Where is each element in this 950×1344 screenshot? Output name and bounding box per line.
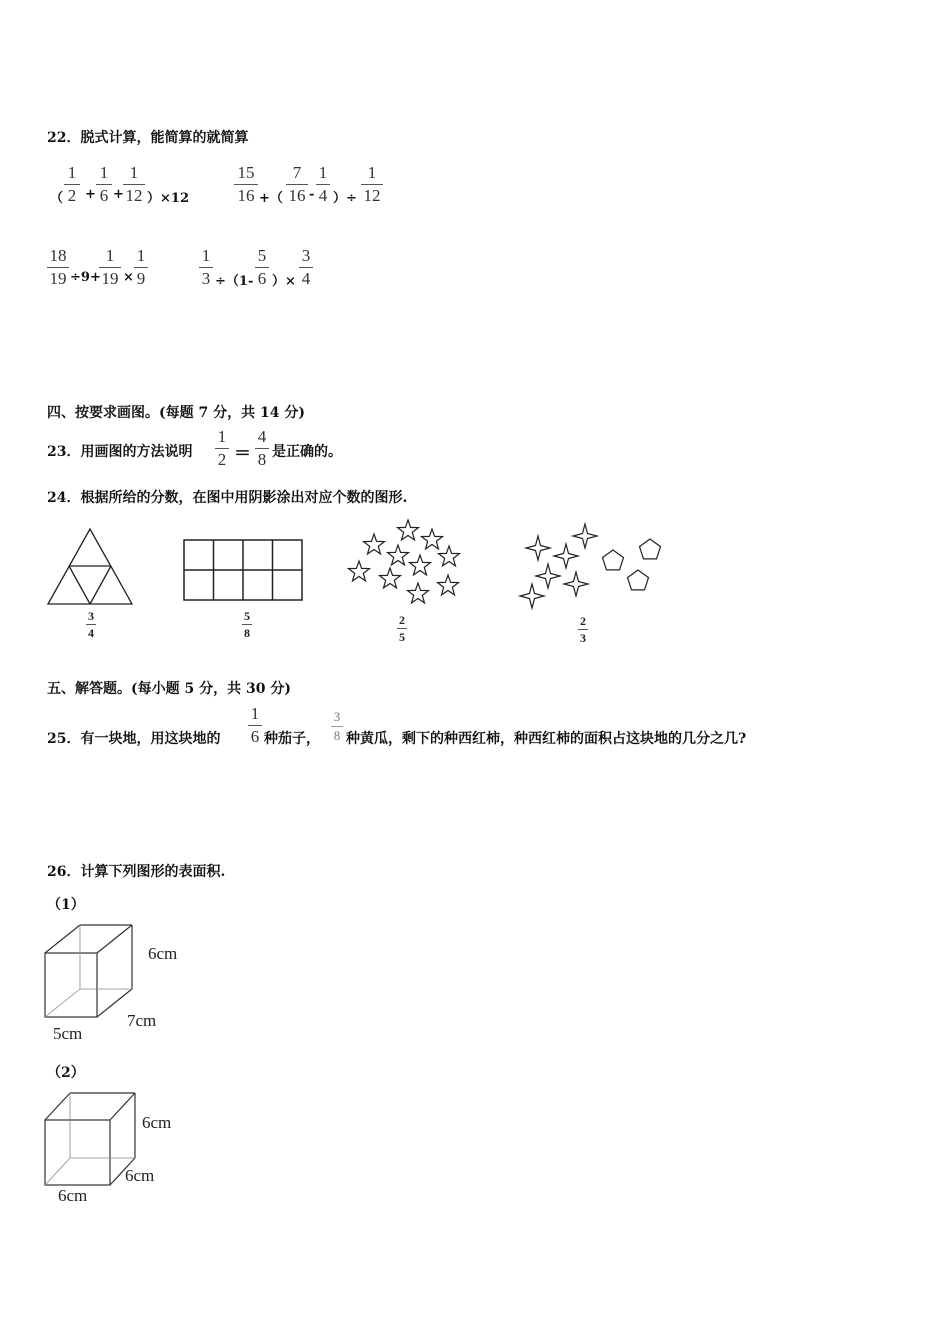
cuboid-2-height: 6cm [142, 1113, 172, 1132]
fraction: 7 16 [286, 163, 308, 206]
cuboid-1 [45, 925, 132, 1017]
fraction: 1 12 [123, 163, 145, 206]
q22-title: 22．脱式计算，能简算的就简算 [47, 130, 249, 146]
fraction: 3 4 [299, 246, 313, 289]
section5-title: 五、解答题。(每小题 5 分，共 30 分) [47, 681, 291, 697]
q24-caption-1: 3 4 [88, 609, 94, 640]
q26-part1-label: （1） [47, 897, 85, 913]
fraction: 1 12 [361, 163, 383, 206]
fraction: 4 8 [255, 427, 269, 470]
q26-part2-label: （2） [47, 1065, 85, 1081]
fraction: 1 6 [96, 163, 112, 206]
fraction: 1 2 [64, 163, 80, 206]
fraction: 18 19 [47, 246, 69, 289]
fraction: 1 9 [134, 246, 148, 289]
cuboid-2-depth: 6cm [125, 1166, 155, 1185]
cuboid-1-height: 6cm [148, 944, 178, 963]
cuboid-2 [45, 1093, 135, 1185]
cuboid-1-width: 5cm [53, 1024, 83, 1043]
fraction: 15 16 [234, 163, 258, 206]
section4-title: 四、按要求画图。(每题 7 分，共 14 分) [47, 405, 305, 421]
fraction: 1 4 [316, 163, 330, 206]
fraction: 1 3 [199, 246, 213, 289]
fraction: 1 6 [248, 704, 262, 747]
q24-caption-4: 2 3 [580, 614, 586, 645]
fraction: 3 8 [331, 709, 343, 744]
fraction: 5 6 [255, 246, 269, 289]
q24-title: 24．根据所给的分数，在图中用阴影涂出对应个数的图形. [47, 490, 408, 506]
q24-caption-2: 5 8 [244, 609, 250, 640]
q24-caption-3: 2 5 [399, 613, 405, 644]
cuboid-2-width: 6cm [58, 1186, 88, 1205]
fraction: 1 2 [215, 427, 229, 470]
cuboid-1-depth: 7cm [127, 1011, 157, 1030]
q26-title: 26．计算下列图形的表面积. [47, 864, 226, 880]
fraction: 1 19 [99, 246, 121, 289]
